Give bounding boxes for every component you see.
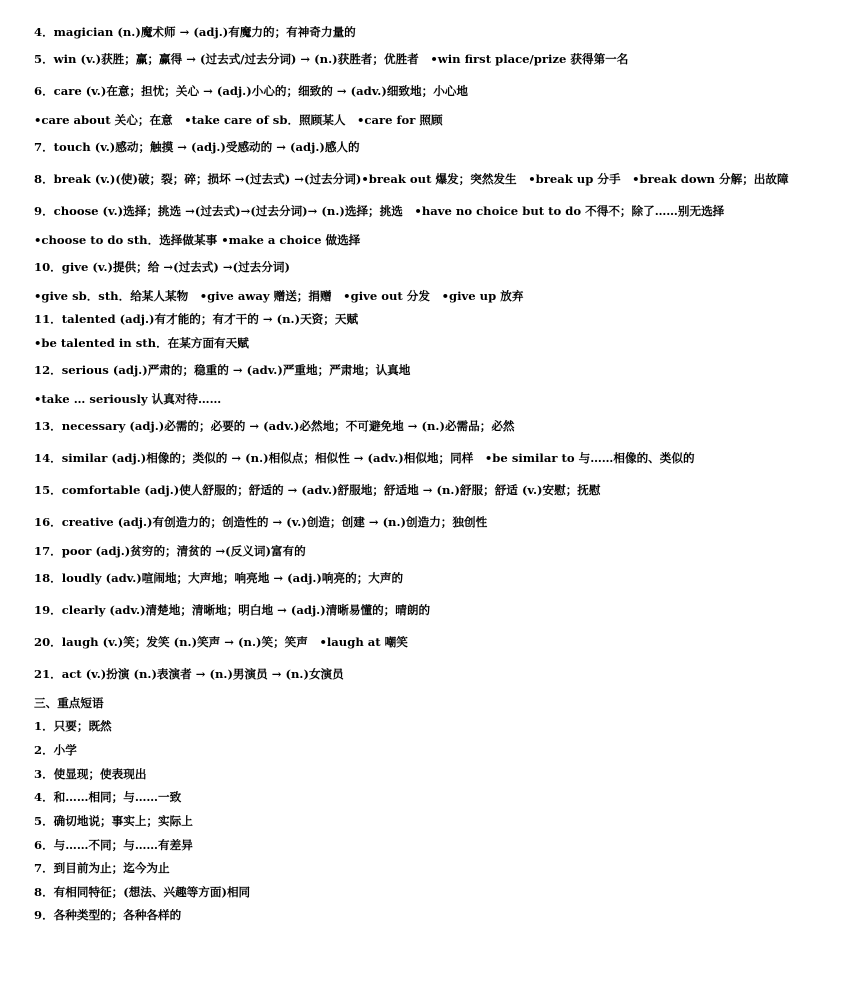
phrase-item: 8．有相同特征；(想法、兴趣等方面)相同 [34, 885, 251, 899]
vocab-item-break: 8．break (v.)(使)破；裂；碎；损坏 →(过去式) →(过去分词)•break out 爆发；突然发生 •break up 分手 •break down 分解；出故障 [34, 172, 789, 186]
vocab-item-talented: 11．talented (adj.)有才能的；有才干的 → (n.)天资；天赋 [34, 312, 359, 326]
vocab-note-serious: •take … seriously 认真对待…… [34, 392, 222, 406]
vocab-item-similar: 14．similar (adj.)相像的；类似的 → (n.)相似点；相似性 → (adv.)相似地；同样 •be similar to 与……相像的、类似的 [34, 451, 695, 465]
phrase-item: 7．到目前为止；迄今为止 [34, 861, 170, 875]
vocab-item-give: 10．give (v.)提供；给 →(过去式) →(过去分词) [34, 260, 290, 274]
vocab-item-touch: 7．touch (v.)感动；触摸 → (adj.)受感动的 → (adj.)感人的 [34, 140, 360, 154]
vocab-item-clearly: 19．clearly (adv.)清楚地；清晰地；明白地 → (adj.)清晰易懂的；晴朗的 [34, 603, 431, 617]
phrase-item: 9．各种类型的；各种各样的 [34, 908, 182, 922]
vocab-item-act: 21．act (v.)扮演 (n.)表演者 → (n.)男演员 → (n.)女演员 [34, 667, 344, 681]
vocab-item-necessary: 13．necessary (adj.)必需的；必要的 → (adv.)必然地；不可避免地 → (n.)必需品；必然 [34, 419, 515, 433]
section-heading-key-phrases: 三、重点短语 [34, 696, 104, 710]
vocab-note-give: •give sb．sth．给某人某物 •give away 赠送；捐赠 •give out 分发 •give up 放弃 [34, 289, 524, 303]
vocab-item-laugh: 20．laugh (v.)笑；发笑 (n.)笑声 → (n.)笑；笑声 •laugh at 嘲笑 [34, 635, 408, 649]
vocab-item-creative: 16．creative (adj.)有创造力的；创造性的 → (v.)创造；创建 → (n.)创造力；独创性 [34, 515, 488, 529]
phrase-item: 6．与……不同；与……有差异 [34, 838, 193, 852]
vocab-item-care: 6．care (v.)在意；担忧；关心 → (adj.)小心的；细致的 → (adv.)细致地；小心地 [34, 84, 468, 98]
phrase-item: 5．确切地说；事实上；实际上 [34, 814, 193, 828]
vocab-item-choose: 9．choose (v.)选择；挑选 →(过去式)→(过去分词)→ (n.)选择；挑选 •have no choice but to do 不得不；除了……别无选择 [34, 204, 725, 218]
phrase-item: 2．小学 [34, 743, 77, 757]
vocab-item-win: 5．win (v.)获胜；赢；赢得 → (过去式/过去分词) → (n.)获胜者；优胜者 •win first place/prize 获得第一名 [34, 52, 629, 66]
vocab-note-choose: •choose to do sth．选择做某事 •make a choice 做选择 [34, 233, 361, 247]
vocab-item-magician: 4．magician (n.)魔术师 → (adj.)有魔力的；有神奇力量的 [34, 25, 356, 39]
vocab-item-serious: 12．serious (adj.)严肃的；稳重的 → (adv.)严重地；严肃地；认真地 [34, 363, 411, 377]
vocab-note-talented: •be talented in sth．在某方面有天赋 [34, 336, 249, 350]
vocab-item-comfortable: 15．comfortable (adj.)使人舒服的；舒适的 → (adv.)舒服地；舒适地 → (n.)舒服；舒适 (v.)安慰；抚慰 [34, 483, 601, 497]
vocab-item-poor: 17．poor (adj.)贫穷的；清贫的 →(反义词)富有的 [34, 544, 306, 558]
phrase-item: 1．只要；既然 [34, 719, 112, 733]
phrase-item: 4．和……相同；与……一致 [34, 790, 182, 804]
vocab-item-loudly: 18．loudly (adv.)喧闹地；大声地；响亮地 → (adj.)响亮的；大声的 [34, 571, 404, 585]
vocab-note-care: •care about 关心；在意 •take care of sb．照顾某人 •care for 照顾 [34, 113, 443, 127]
phrase-item: 3．使显现；使表现出 [34, 767, 147, 781]
